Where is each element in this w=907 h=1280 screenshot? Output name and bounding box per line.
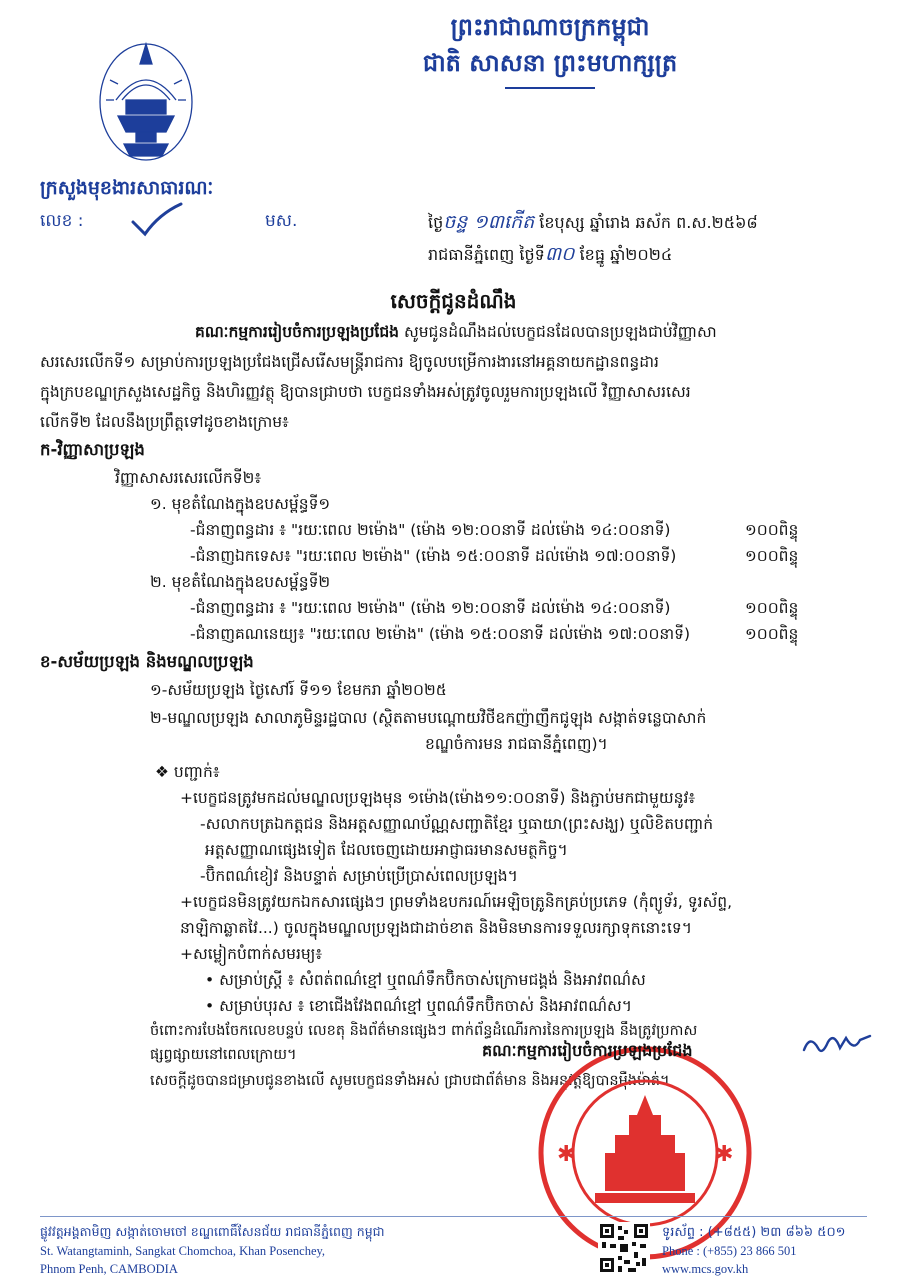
group-1-title: ១. មុខតំណែងក្នុងឧបសម្ព័ន្ធទី១ <box>150 495 331 513</box>
ministry-name: ក្រសួងមុខងារសាធារណៈ <box>40 177 214 199</box>
ministry-emblem-icon <box>96 40 196 175</box>
exam-session: ១-សម័យប្រឡង ថ្ងៃសៅរ៍ ទី១១ ខែមករា ឆ្នាំ២០២៥ <box>150 681 447 699</box>
reference-number-label: លេខ : <box>40 211 84 231</box>
solar-date: រាជធានីភ្នំពេញ ថ្ងៃទី៣០ ខែធ្នូ ឆ្នាំ២០២៤ <box>428 243 673 265</box>
remark-item-2-line-1: +បេក្ខជនមិនត្រូវយកឯកសារផ្សេងៗ ព្រមទាំងឧបករណ៍អេឡិចត្រូនិកគ្រប់ប្រភេទ (កុំព្យូទ័រ, ទូរស័ព្ទ, <box>180 893 733 911</box>
section-a-subheading: វិញ្ញាសាសរសេរលើកទី២៖ <box>115 469 262 487</box>
exam-row-g2-tax: -ជំនាញពន្ធដារ ៖ "រយៈពេល ២ម៉ោង" (ម៉ោង ១២:០០នាទី ដល់ម៉ោង ១៤:០០នាទី) <box>190 599 671 617</box>
svg-text:✱: ✱ <box>715 1142 734 1167</box>
footer-address-khmer: ផ្លូវវត្តអង្គតាមិញ សង្កាត់ចោមចៅ ខណ្ឌពោធិ៍សែនជ័យ រាជធានីភ្នំពេញ កម្ពុជា <box>40 1224 385 1239</box>
exam-center-line-1: ២-មណ្ឌលប្រឡង សាលាភូមិន្ទរដ្ឋបាល (ស្ថិតតាមបណ្តោយវិថីឧកញ៉ាញឹកជូឡុង សង្កាត់ទន្លេបាសាក់ <box>150 709 707 727</box>
remark-item-1b: -ប៊ិកពណ៌ខៀវ និងបន្ទាត់ សម្រាប់ប្រើប្រាស់ពេលប្រឡង។ <box>200 867 518 885</box>
extra-info-line-2: ផ្សព្វផ្សាយនៅពេលក្រោយ។ <box>150 1047 297 1063</box>
handwritten-day: ចន្ទ ១៣កើត <box>443 211 535 233</box>
exam-row-g1-tax: -ជំនាញពន្ធដារ ៖ "រយៈពេល ២ម៉ោង" (ម៉ោង ១២:០០នាទី ដល់ម៉ោង ១៤:០០នាទី) <box>190 521 671 539</box>
remark-item-1a-line-2: អត្តសញ្ញាណផ្សេងទៀត ដែលចេញដោយអាជ្ញាធរមានសមត្ថកិច្ច។ <box>205 841 568 859</box>
handwritten-date: ៣០ <box>544 243 575 265</box>
extra-info-line-1: ចំពោះការបែងចែកលេខបន្ទប់ លេខតុ និងព័ត៌មានផ្សេងៗ ពាក់ព័ន្ធដំណើរការនៃការប្រឡង នឹងត្រូវប្រកាស <box>150 1023 698 1039</box>
remark-item-3b: • សម្រាប់បុរស ៖ ខោជើងវែងពណ៌ខ្មៅ ឬពណ៌ទឹកប៊ិកចាស់ និងអាវពណ៌ស។ <box>205 997 633 1015</box>
footer-website-link[interactable]: www.mcs.gov.kh <box>662 1262 749 1276</box>
exam-row-g2-accounting: -ជំនាញគណនេយ្យ៖ "រយៈពេល ២ម៉ោង" (ម៉ោង ១៥:០០នាទី ដល់ម៉ោង ១៧:០០នាទី) <box>190 625 691 643</box>
section-b-heading: ខ-សម័យប្រឡង និងមណ្ឌលប្រឡង <box>40 652 254 671</box>
exam-center-line-2: ខណ្ឌចំការមន រាជធានីភ្នំពេញ)។ <box>425 735 608 753</box>
reference-suffix: មស. <box>265 211 298 231</box>
remark-item-1a-line-1: -សលាកបត្រឯកត្តជន និងអត្តសញ្ញាណប័ណ្ណសញ្ជាតិខ្មែរ ឬធាយា(ព្រះសង្ឃ) ឬលិខិតបញ្ជាក់ <box>200 815 714 833</box>
intro-line-1: គណៈកម្មការរៀបចំការប្រឡងប្រជែង សូមជូនដំណឹងដល់បេក្ខជនដែលបានប្រឡងជាប់វិញ្ញាសា <box>195 323 717 341</box>
handwritten-check-icon <box>125 200 185 240</box>
decorative-divider <box>505 86 595 90</box>
footer-phone-english: Phone : (+855) 23 866 501 <box>662 1244 797 1258</box>
closing-line: សេចក្តីដូចបានជម្រាបជូនខាងលើ សូមបេក្ខជនទាំងអស់ ជ្រាបជាព័ត៌មាន និងអនុវត្តឱ្យបានម៉ឺងម៉ាត់។ <box>150 1073 670 1089</box>
group-2-title: ២. មុខតំណែងក្នុងឧបសម្ព័ន្ធទី២ <box>150 573 331 591</box>
remark-item-3a: • សម្រាប់ស្ត្រី ៖ សំពត់ពណ៌ខ្មៅ ឬពណ៌ទឹកប៊ិកចាស់ក្រោមជង្គង់ និងអាវពណ៌ស <box>205 971 646 989</box>
intro-line-2: សរសេរលើកទី១ សម្រាប់ការប្រឡងប្រជែងជ្រើសរើសមន្ត្រីរាជការ ឱ្យចូលបម្រើការងារនៅអគ្គនាយកដ្ឋានពន្ធដារ <box>40 353 659 371</box>
intro-line-3: ក្នុងក្របខណ្ឌក្រសួងសេដ្ឋកិច្ច និងហិរញ្ញវត្ថុ ឱ្យបានជ្រាបថា បេក្ខជនទាំងអស់ត្រូវចូលរួមការប្រឡងលើ វិញ្ញាសាសរសេរ <box>40 383 691 401</box>
exam-score-g2-tax: ១០០ពិន្ទុ <box>745 599 799 617</box>
footer-phone-khmer: ទូរស័ព្ទ : (+៨៥៥) ២៣ ៨៦៦ ៥០១ <box>662 1225 846 1240</box>
exam-score-g1-tax: ១០០ពិន្ទុ <box>745 521 799 539</box>
handwritten-signature-icon <box>800 1030 875 1060</box>
kingdom-title: ព្រះរាជាណាចក្រកម្ពុជា <box>450 12 650 41</box>
remark-item-2-line-2: នាឡិកាឆ្លាតវៃ...) ចូលក្នុងមណ្ឌលប្រឡងជាដាច់ខាត និងមិនមានការទទួលរក្សាទុកនោះទេ។ <box>180 919 692 937</box>
footer-address-english-line-1: St. Watangtaminh, Sangkat Chomchoa, Khan Posenchey, <box>40 1244 326 1258</box>
remarks-heading: ❖ បញ្ជាក់៖ <box>155 763 220 781</box>
committee-signature-label: គណៈកម្មការរៀបចំការប្រឡងប្រជែង <box>482 1041 693 1060</box>
lunar-date: ថ្ងៃចន្ទ ១៣កើត ខែបុស្ស ឆ្នាំរោង ឆស័ក ព.ស.២៥៦៨ <box>428 211 758 233</box>
exam-score-g2-accounting: ១០០ពិន្ទុ <box>745 625 799 643</box>
exam-row-g1-specialty: -ជំនាញឯកទេស៖ "រយៈពេល ២ម៉ោង" (ម៉ោង ១៥:០០នាទី ដល់ម៉ោង ១៧:០០នាទី) <box>190 547 677 565</box>
remark-item-3: +សម្លៀកបំពាក់សមរម្យ៖ <box>180 945 323 963</box>
intro-line-4: លើកទី២ ដែលនឹងប្រព្រឹត្តទៅដូចខាងក្រោម៖ <box>40 413 289 431</box>
section-a-heading: ក-វិញ្ញាសាប្រឡង <box>40 440 145 459</box>
qr-code-icon[interactable] <box>598 1222 650 1274</box>
notice-title: សេចក្តីជូនដំណឹង <box>390 289 517 313</box>
svg-text:✱: ✱ <box>557 1142 576 1167</box>
committee-name: គណៈកម្មការរៀបចំការប្រឡងប្រជែង <box>195 323 400 341</box>
remark-item-1: +បេក្ខជនត្រូវមកដល់មណ្ឌលប្រឡងមុន ១ម៉ោង(ម៉ោង១១:០០នាទី) និងភ្ជាប់មកជាមួយនូវ៖ <box>180 789 696 807</box>
kingdom-motto: ជាតិ សាសនា ព្រះមហាក្សត្រ <box>422 48 678 77</box>
footer-divider <box>40 1216 867 1217</box>
exam-score-g1-specialty: ១០០ពិន្ទុ <box>745 547 799 565</box>
footer-address-english-line-2: Phnom Penh, CAMBODIA <box>40 1262 178 1276</box>
